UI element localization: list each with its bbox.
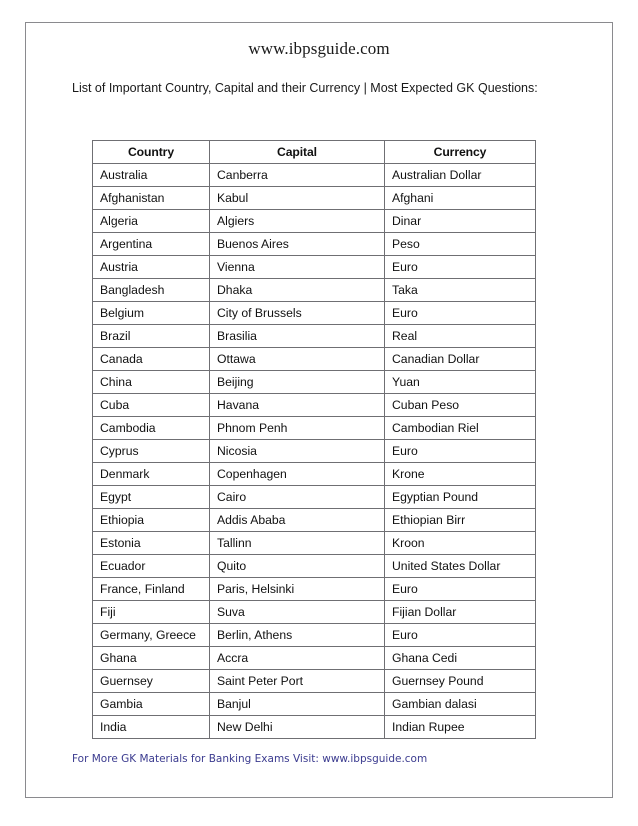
- cell-country: Bangladesh: [93, 279, 210, 302]
- cell-country: Ghana: [93, 647, 210, 670]
- cell-country: Algeria: [93, 210, 210, 233]
- cell-capital: Suva: [210, 601, 385, 624]
- table-row: [93, 371, 536, 394]
- cell-country: Estonia: [93, 532, 210, 555]
- table-row: [93, 647, 536, 670]
- cell-capital: New Delhi: [210, 716, 385, 739]
- cell-capital: Cairo: [210, 486, 385, 509]
- cell-country: Australia: [93, 164, 210, 187]
- cell-currency: Euro: [385, 256, 536, 279]
- cell-currency: Kroon: [385, 532, 536, 555]
- cell-currency: Cuban Peso: [385, 394, 536, 417]
- cell-capital: Beijing: [210, 371, 385, 394]
- table-row: [93, 256, 536, 279]
- column-header-currency: Currency: [385, 141, 536, 164]
- table-row: [93, 233, 536, 256]
- table-row: [93, 210, 536, 233]
- cell-country: Egypt: [93, 486, 210, 509]
- cell-currency: Egyptian Pound: [385, 486, 536, 509]
- cell-country: Belgium: [93, 302, 210, 325]
- cell-currency: Euro: [385, 302, 536, 325]
- cell-capital: City of Brussels: [210, 302, 385, 325]
- cell-currency: Euro: [385, 578, 536, 601]
- table-row: [93, 348, 536, 371]
- table-row: [93, 279, 536, 302]
- table-row: [93, 302, 536, 325]
- cell-currency: Fijian Dollar: [385, 601, 536, 624]
- table-row: [93, 417, 536, 440]
- table-row: [93, 601, 536, 624]
- cell-country: Canada: [93, 348, 210, 371]
- cell-currency: Krone: [385, 463, 536, 486]
- table-row: [93, 463, 536, 486]
- cell-currency: Ghana Cedi: [385, 647, 536, 670]
- cell-currency: Euro: [385, 440, 536, 463]
- cell-capital: Berlin, Athens: [210, 624, 385, 647]
- cell-currency: Dinar: [385, 210, 536, 233]
- cell-currency: Euro: [385, 624, 536, 647]
- cell-capital: Kabul: [210, 187, 385, 210]
- column-header-capital: Capital: [210, 141, 385, 164]
- table-row: [93, 578, 536, 601]
- cell-country: France, Finland: [93, 578, 210, 601]
- table-row: [93, 693, 536, 716]
- cell-capital: Nicosia: [210, 440, 385, 463]
- cell-currency: Ethiopian Birr: [385, 509, 536, 532]
- table-row: [93, 532, 536, 555]
- cell-currency: United States Dollar: [385, 555, 536, 578]
- cell-capital: Quito: [210, 555, 385, 578]
- cell-capital: Addis Ababa: [210, 509, 385, 532]
- cell-currency: Indian Rupee: [385, 716, 536, 739]
- cell-country: Ethiopia: [93, 509, 210, 532]
- cell-currency: Real: [385, 325, 536, 348]
- cell-capital: Copenhagen: [210, 463, 385, 486]
- table-row: [93, 187, 536, 210]
- cell-capital: Phnom Penh: [210, 417, 385, 440]
- cell-country: Cambodia: [93, 417, 210, 440]
- cell-capital: Algiers: [210, 210, 385, 233]
- cell-country: Afghanistan: [93, 187, 210, 210]
- cell-capital: Paris, Helsinki: [210, 578, 385, 601]
- cell-currency: Gambian dalasi: [385, 693, 536, 716]
- page-subtitle: List of Important Country, Capital and their Currency | Most Expected GK Questions:: [72, 81, 538, 95]
- country-capital-currency-table: [92, 140, 536, 739]
- table-row: [93, 325, 536, 348]
- cell-country: Argentina: [93, 233, 210, 256]
- cell-capital: Banjul: [210, 693, 385, 716]
- table-row: [93, 670, 536, 693]
- cell-country: Ecuador: [93, 555, 210, 578]
- cell-currency: Afghani: [385, 187, 536, 210]
- cell-country: Cyprus: [93, 440, 210, 463]
- cell-currency: Taka: [385, 279, 536, 302]
- cell-country: Guernsey: [93, 670, 210, 693]
- cell-capital: Saint Peter Port: [210, 670, 385, 693]
- cell-country: Denmark: [93, 463, 210, 486]
- cell-currency: Yuan: [385, 371, 536, 394]
- cell-capital: Canberra: [210, 164, 385, 187]
- table-body: [93, 164, 536, 739]
- cell-country: Germany, Greece: [93, 624, 210, 647]
- cell-country: Cuba: [93, 394, 210, 417]
- table-row: [93, 624, 536, 647]
- cell-country: China: [93, 371, 210, 394]
- cell-country: Fiji: [93, 601, 210, 624]
- table-row: [93, 486, 536, 509]
- cell-currency: Canadian Dollar: [385, 348, 536, 371]
- table-row: [93, 164, 536, 187]
- cell-currency: Australian Dollar: [385, 164, 536, 187]
- cell-capital: Havana: [210, 394, 385, 417]
- table-row: [93, 509, 536, 532]
- cell-currency: Peso: [385, 233, 536, 256]
- cell-capital: Tallinn: [210, 532, 385, 555]
- table-row: [93, 394, 536, 417]
- cell-capital: Accra: [210, 647, 385, 670]
- cell-capital: Vienna: [210, 256, 385, 279]
- table-row: [93, 440, 536, 463]
- column-header-country: Country: [93, 141, 210, 164]
- cell-country: Brazil: [93, 325, 210, 348]
- cell-country: Gambia: [93, 693, 210, 716]
- cell-country: Austria: [93, 256, 210, 279]
- footer-link[interactable]: For More GK Materials for Banking Exams Visit: www.ibpsguide.com: [72, 753, 428, 765]
- table-row: [93, 716, 536, 739]
- cell-country: India: [93, 716, 210, 739]
- cell-currency: Guernsey Pound: [385, 670, 536, 693]
- cell-capital: Dhaka: [210, 279, 385, 302]
- cell-capital: Ottawa: [210, 348, 385, 371]
- page-title: www.ibpsguide.com: [248, 39, 390, 58]
- table-row: [93, 555, 536, 578]
- table-header-row: [93, 141, 536, 164]
- document-page: [25, 22, 613, 798]
- cell-capital: Brasilia: [210, 325, 385, 348]
- cell-capital: Buenos Aires: [210, 233, 385, 256]
- cell-currency: Cambodian Riel: [385, 417, 536, 440]
